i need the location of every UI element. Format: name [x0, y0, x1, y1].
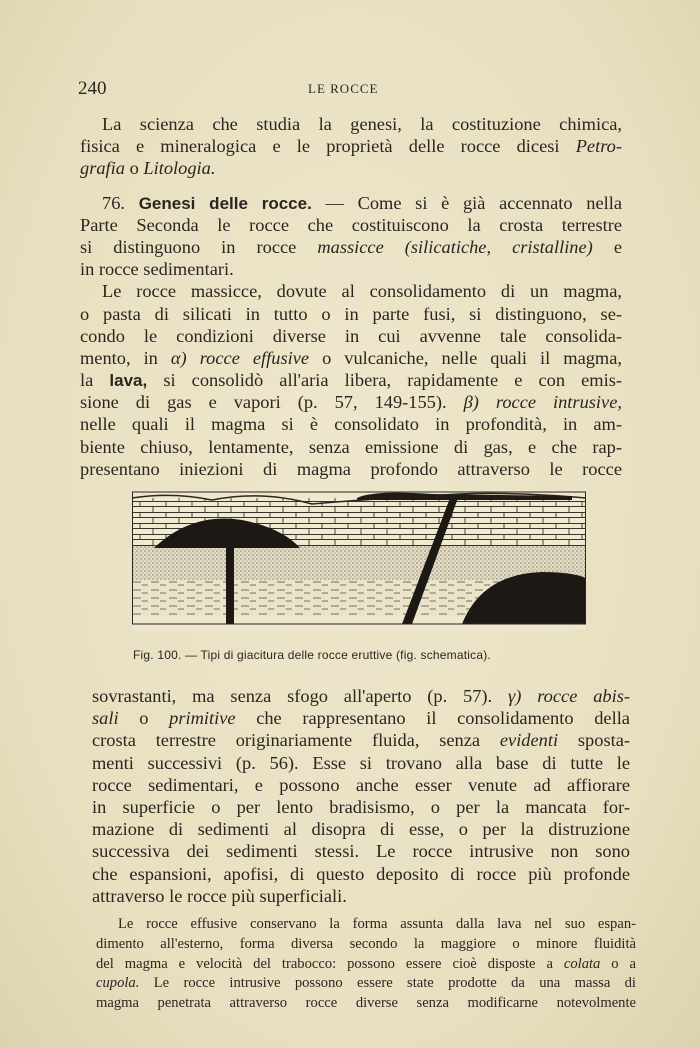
figure-caption: Fig. 100. — Tipi di giacitura delle rocce eruttive (fig. schematica). [133, 648, 491, 662]
p2-line-5: la lava, si consolidò all'aria libera, rapidamente e con emis- [80, 370, 622, 391]
p2-line-2: o pasta di silicati in tutto o in parte fusi, si distinguono, se- [80, 303, 622, 324]
p1-line-4: in rocce sedimentari. [80, 259, 234, 280]
section-title: Genesi delle rocce. [138, 193, 312, 213]
main-text-bottom [92, 685, 630, 907]
p1-line-3: si distinguono in rocce massicce (silicatiche, cristalline) e [80, 236, 622, 257]
cont-line-8: successiva dei sedimenti stessi. Le rocce intrusive non sono [92, 841, 630, 862]
figure-dike-vertical [226, 542, 234, 624]
p2-line-9: presentano iniezioni di magma profondo attraverso le rocce [80, 458, 622, 479]
cont-line-7: mazione di sedimenti al disopra di esse, o per la distruzione [92, 819, 630, 840]
p1-line-2: Parte Seconda le rocce che costituiscono la crosta terrestre [80, 214, 622, 235]
p2-line-6: sione di gas e vapori (p. 57, 149-155). β) rocce intrusive, [80, 392, 622, 413]
cont-line-5: rocce sedimentari, e possono anche esser venute ad affiorare [92, 774, 630, 795]
note-line-2: dimento all'esterno, forma diversa secondo la maggiore o minore fluidità [96, 935, 636, 952]
figure-middle-strata [132, 546, 586, 580]
intro-line-3: grafia o Litologia. [80, 158, 216, 179]
cont-line-4: menti successivi (p. 56). Esse si trovano alla base di tutte le [92, 752, 630, 773]
cont-line-3: crosta terrestre originariamente fluida, senza evidenti sposta- [92, 730, 630, 751]
page-number: 240 [78, 78, 107, 99]
p2-line-3: condo le condizioni diverse in cui avvenne tale consolida- [80, 325, 622, 346]
cont-line-2: sali o primitive che rappresentano il consolidamento della [92, 708, 630, 729]
intro-line-2: fisica e mineralogica e le proprietà delle rocce dicesi Petro- [80, 136, 622, 157]
spacer [80, 180, 622, 192]
cont-line-6: in superficie o per lento bradisismo, o per la mancata for- [92, 796, 630, 817]
page-header [78, 78, 623, 102]
cont-line-9: che espansioni, apofisi, di questo deposito di rocce più profonde [92, 863, 630, 884]
section-number: 76. [102, 192, 125, 213]
section-heading-line: 76. Genesi delle rocce. — Come si è già accennato nella [102, 192, 623, 213]
running-head: LE ROCCE [308, 81, 379, 96]
p2-line-4: mento, in α) rocce effusive o vulcaniche, nelle quali il magma, [80, 347, 622, 368]
intro-line-1: La scienza che studia la genesi, la costituzione chimica, [102, 114, 622, 134]
footnote-small-print [96, 915, 636, 1014]
note-line-4: cupola. Le rocce intrusive possono essere state prodotte da una massa di [96, 975, 636, 992]
note-line-5: magma penetrata attraverso rocce diverse senza modificarne notevolmente [96, 995, 636, 1012]
figure-rock-layers [132, 490, 586, 630]
note-line-1: Le rocce effusive conservano la forma assunta dalla lava nel suo espan- [118, 916, 636, 932]
note-line-3: del magma e velocità del trabocco: possono essere cioè disposte a colata o a [96, 955, 636, 972]
p2-line-7: nelle quali il magma si è consolidato in profondità, in am- [80, 414, 622, 435]
main-text-top [80, 113, 622, 480]
cont-line-10: attraverso le rocce più superficiali. [92, 885, 347, 906]
p2-line-8: biente chiuso, lentamente, senza emissione di gas, e che rap- [80, 436, 622, 457]
p2-line-1: Le rocce massicce, dovute al consolidamento di un magma, [102, 281, 622, 302]
cont-line-1: sovrastanti, ma senza sfogo all'aperto (p. 57). γ) rocce abis- [92, 686, 630, 706]
